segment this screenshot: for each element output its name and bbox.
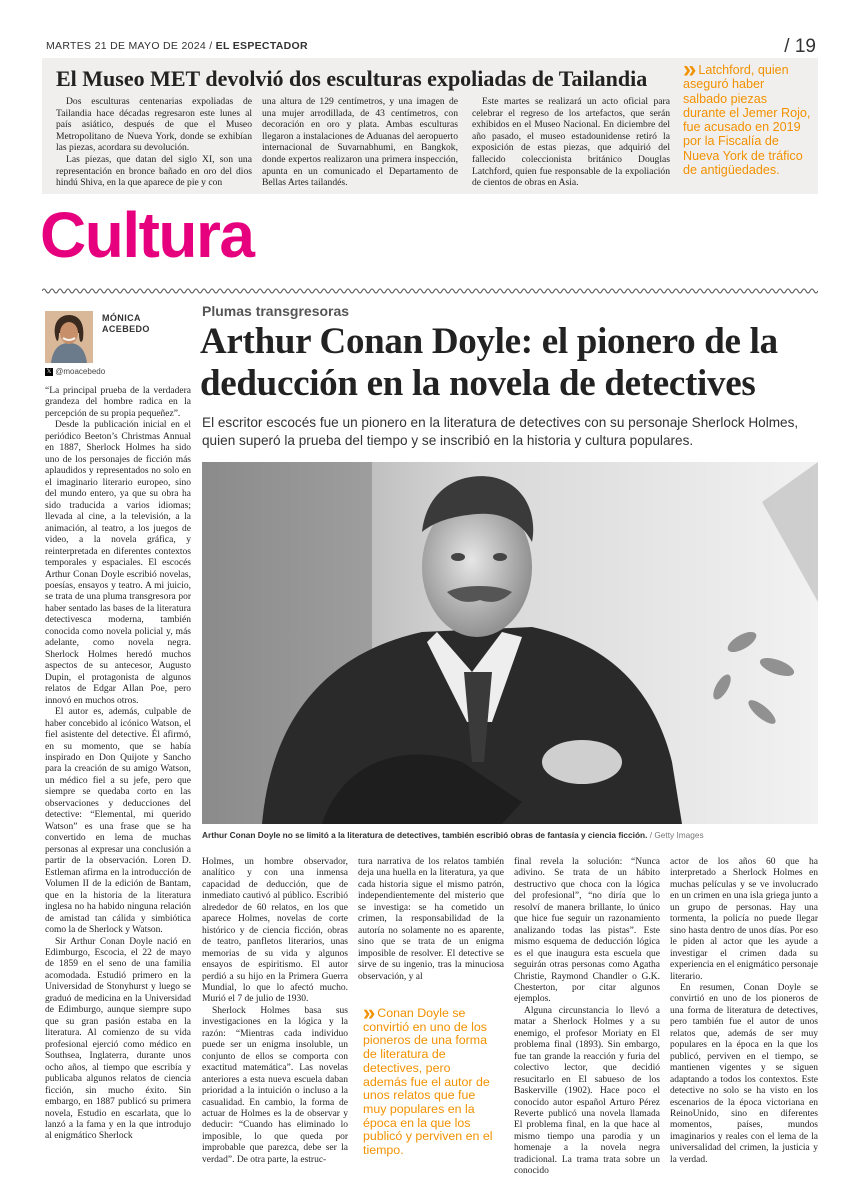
photo-caption [202,830,818,840]
wavy-divider [42,286,818,296]
article-headline: Arthur Conan Doyle: el pionero de la deducción en la novela de detectives [200,321,778,404]
article-column-5 [670,857,818,1166]
paragraph: Las piezas, que datan del siglo XI, son una representación en bronce bañado en oro del dios hindú Shiva, en la que aparece de pie y con [56,153,252,189]
paragraph: Este martes se realizará un acto oficial para celebrar el regreso de los artefactos, que serán exhibidos en el Museo Nacional. En diciembre del año pasado, el museo estadounidense retiró la exposición de estas piezas, que adquirió del fallecido coleccionista británico Douglas Latchford, quien fue responsable de la expoliación de cientos de obras en Asia. [472,96,670,189]
author-avatar [45,311,93,363]
paragraph: tura narrativa de los relatos también deja una huella en la literatura, ya que cada historia sigue el mismo patrón, independientemente del misterio que se investiga: se ha cometido un crimen, la responsabilidad de la autoría no solamente no es aparente, sino que se trata de un enigma imposible de resolver. El detective se sirve de su ingenio, tras la minuciosa observación, y al [358,857,504,982]
page-header [46,40,308,52]
opening-quote: “La principal prueba de la verdadera grandeza del hombre radica en la percepción de su propia pequeñez”. [45,386,191,419]
author-byline [102,313,150,335]
author-first-name: MÓNICA [102,313,141,323]
article-column-1 [45,386,191,1143]
pull-quote-text: Conan Doyle se convirtió en uno de los pioneros de una forma de literatura de detectives, pero además fue el autor de unos relatos que fue muy populares en la época en la que los publicó y perviven en el tiempo. [363,1006,493,1158]
double-chevron-quote-icon: » [363,1000,376,1025]
author-handle[interactable] [45,367,105,376]
paragraph: una altura de 129 centímetros, y una imagen de una mujer arrodillada, de 43 centímetros, con decoración en oro y plata. Ambas esculturas llegaron a instalaciones de Aduanas del aeropuerto internacional de Suvarnabhumi, en Bangkok, donde expertos realizaron una primera inspección, apunta en un comunicado el Departamento de Bellas Artes tailandés. [262,96,458,189]
article-pull-quote [363,1000,493,1158]
paragraph: En resumen, Conan Doyle se convirtió en uno de los pioneros de una forma de literatura de detectives, pero también fue el autor de unos relatos que, además de ser muy populares en la época en la que los publicó, perviven en el tiempo, se mantienen vigentes y se siguen adaptando a todos los contextos. Este detective no solo se ha visto en los escenarios de la época victoriana en ReinoUnido, sino en diferentes momentos, países, mundos imaginarios y reales con el lema de la universalidad del crimen, la justicia y la verdad. [670,982,818,1165]
paragraph: El autor es, además, culpable de haber concebido al icónico Watson, el fiel asistente del detective. Él afirmó, en su momento, que se había inspirado en Don Quijote y Sancho para la creación de su amigo Watson, un médico fiel a su jefe, pero que siempre se quedaba corto en las observaciones y deducciones del detective: “Elemental, mi querido Watson” es una frase que se ha convertido en lema de muchas personas al expresar una conclusión a partir de la observación. Loren D. Estleman afirma en la introducción de Volumen II de la edición de Bantam, que en la historia de la literatura inglesa no ha habido ninguna relación de amistad tan cálida y simbiótica como la de Sherlock y Watson. [45,707,191,936]
header-separator: / [206,40,216,52]
pull-quote-text: Latchford, quien aseguró haber salbado piezas durante el Jemer Rojo, fue acusado en 2019 por la Fiscalía de Nueva York de tráfico de antigüedades. [683,63,811,178]
paragraph: actor de los años 60 que ha interpretado a Sherlock Holmes en muchas películas y se ve involucrado en un crimen en una isla griega junto a un grupo de personas. Hay una tormenta, la policía no puede llegar sino hasta dentro de unos días. Por eso le piden al actor que les ayude a investigar el crimen dada su experiencia en el enigmático personaje literario. [670,857,818,982]
article-column-3 [358,857,504,983]
article-photo [202,462,818,824]
paragraph: Alguna circunstancia lo llevó a matar a Sherlock Holmes y a su enemigo, el profesor Moriaty en El problema final (1893). Sin embargo, fue tan grande la reacción y furia del colectivo lector, que decidió resucitarlo en El sabueso de los Baskerville (1902). Hace poco el conocido autor español Arturo Pérez Reverte publicó una novela llamada El problema final, en la que hace al mismo tiempo una parodia y un homenaje a la novela negra tradicional. La trama trata sobre un conocido [514,1005,660,1177]
paragraph: Sherlock Holmes basa sus investigaciones en la lógica y la razón: “Mientras cada individuo puede ser un enigma insoluble, un conjunto de ellos se comporta con exactitud matemática”. Las novelas anteriores a esta nueva escuela daban prioridad a la intuición o incluso a la casualidad. En cambio, la forma de actuar de Holmes es la de observar y deducir: “Cuando has eliminado lo imposible, lo que queda por improbable que parezca, debe ser la verdad”. De otra parte, la estruc- [202,1005,348,1165]
paragraph: Holmes, un hombre observador, analítico y con una inmensa capacidad de deducción, que de inmediato cautivó al público. Escribió alrededor de 60 relatos, en los que aparece Holmes, novelas de corte histórico y de ciencia ficción, obras de teatro, panfletos literarios, unas memorias de su vida y algunos ensayos de espiritismo. El autor perdió a su hijo en la Primera Guerra Mundial, lo que lo afectó mucho. Murió el 7 de julio de 1930. [202,857,348,1005]
section-title: Cultura [40,199,254,271]
top-story-pull-quote [683,56,811,178]
double-chevron-quote-icon: » [683,56,697,83]
photo-caption-text: Arthur Conan Doyle no se limitó a la literatura de detectives, también escribió obras de fantasía y ciencia ficción. [202,830,648,840]
author-last-name: ACEBEDO [102,324,150,334]
paragraph: Dos esculturas centenarias expoliadas de Tailandia hace décadas regresaron este lunes al país asiático, después de que el Museo Metropolitano de Nueva York, donde se exhibían las piezas, acordara su devolución. [56,96,252,154]
article-column-2 [202,857,348,1166]
article-column-4 [514,857,660,1178]
newspaper-name: EL ESPECTADOR [215,40,308,52]
paragraph: Desde la publicación inicial en el periódico Beeton’s Christmas Annual en 1887, Sherlock Holmes ha sido uno de los personajes de ficción más aplaudidos y representados no solo en el imaginario literario europeo, sino del mundo entero, ya que su obra ha sido traducida a varios idiomas; llevada al cine, a la televisión, a la animación, al teatro, a los juegos de video, a la novela gráfica, y reinterpretada en diferentes contextos temporales y espaciales. El escocés Arthur Conan Doyle escribió novelas, poesías, ensayos y teatro. A mi juicio, se trata de una pluma transgresora por haber sentado las bases de la literatura detectivesca moderna, también conocida como novela policial y, más adelante, como novela negra. Sherlock Holmes heredó muchos aspectos de su antecesor, Augusto Dupin, el protagonista de algunos relatos de Edgar Allan Poe, pero innovó en muchos otros. [45,420,191,706]
article-kicker: Plumas transgresoras [202,303,350,319]
author-handle-text: @moacebedo [55,367,106,376]
x-logo-icon: 𝕏 [46,368,52,375]
top-story-column-1 [56,96,252,189]
issue-date: MARTES 21 DE MAYO DE 2024 [46,40,207,52]
photo-credit: / Getty Images [647,830,704,840]
paragraph: Sir Arthur Conan Doyle nació en Edimburgo, Escocia, el 22 de mayo de 1859 en el seno de una familia acomodada. Estudió primero en la Universidad de Stonyhurst y luego se graduó de medicina en la Universidad de Edimburgo, aunque siempre supo que su gran pasión estaba en la literatura. Al comienzo de su vida profesional ejerció como médico en Southsea, Inglaterra, durante unos ocho años, al tiempo que escribía y publicaba algunos relatos de ciencia ficción, sin mucho éxito. Sin embargo, en 1887 publicó su primera novela, Estudio en escarlata, que lo lanzó a la fama y en la que introdujo al enigmático Sherlock [45,936,191,1142]
top-story-column-2 [262,96,458,189]
top-story-column-3 [472,96,670,189]
page-number: / 19 [784,36,816,57]
top-story-title: El Museo MET devolvió dos esculturas expoliadas de Tailandia [56,66,648,91]
article-deck: El escritor escocés fue un pionero en la literatura de detectives con su personaje Sherlock Holmes, quien superó la prueba del tiempo y se inscribió en la historia y cultura populares. [202,415,799,448]
paragraph: final revela la solución: “Nunca adivino. Se trata de un hábito destructivo que choca con la lógica del profesional”, “no diría que lo resolví de manera brillante, lo único que hice fue seguir un razonamiento analizando todas las pistas”. Este mismo esquema de deducción lógica es el que inaugura esta escuela que seguirán otras personas como Agatha Christie, Raymond Chandler o G.K. Chesterton, por citar algunos ejemplos. [514,857,660,1005]
